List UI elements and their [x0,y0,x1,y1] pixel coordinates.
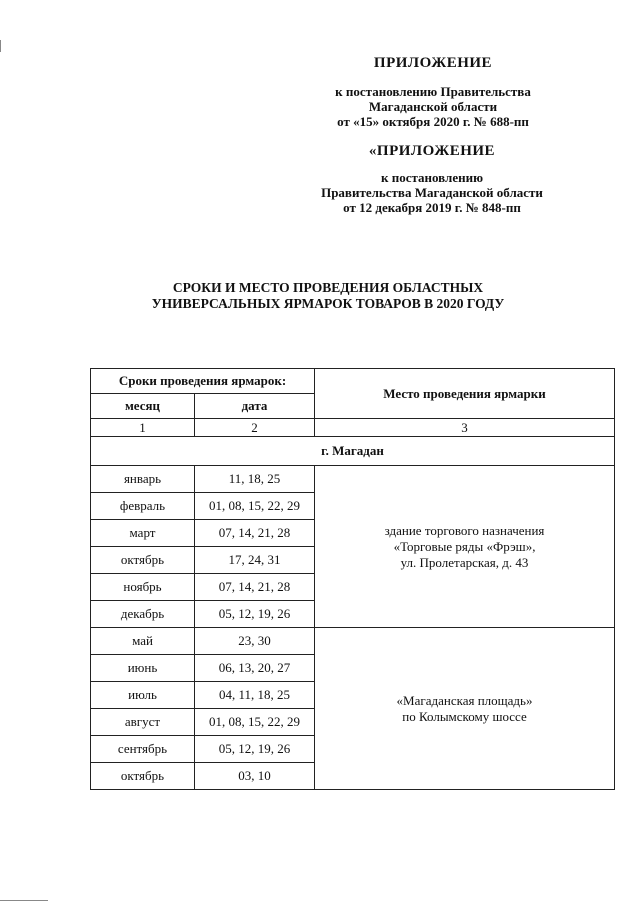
fair-schedule-table [90,368,615,790]
month-cell: октябрь [91,763,195,790]
header-month: месяц [91,394,195,419]
dates-cell: 05, 12, 19, 26 [195,601,315,628]
venue-line: по Колымскому шоссе [402,708,527,724]
dates-cell: 06, 13, 20, 27 [195,655,315,682]
table-row [91,466,615,493]
annex-heading: ПРИЛОЖЕНИЕ [373,55,493,71]
dates-cell: 03, 10 [195,763,315,790]
annex-line: к постановлению [380,170,484,185]
dates-cell: 01, 08, 15, 22, 29 [195,709,315,736]
dates-cell: 17, 24, 31 [195,547,315,574]
annex-heading: «ПРИЛОЖЕНИЕ [368,143,496,159]
dates-cell: 05, 12, 19, 26 [195,736,315,763]
dates-cell: 04, 11, 18, 25 [195,682,315,709]
annex-line: Правительства Магаданской области [321,185,543,200]
annex-block-previous [282,143,582,215]
dates-cell: 07, 14, 21, 28 [195,574,315,601]
title-line: УНИВЕРСАЛЬНЫХ ЯРМАРОК ТОВАРОВ В 2020 ГОДУ [151,296,505,311]
column-number: 1 [91,419,195,437]
venue-line: «Магаданская площадь» [396,692,533,708]
venue-line: ул. Пролетарская, д. 43 [400,554,529,570]
month-cell: июнь [91,655,195,682]
document-title [80,280,576,312]
dates-cell: 01, 08, 15, 22, 29 [195,493,315,520]
month-cell: май [91,628,195,655]
dates-cell: 23, 30 [195,628,315,655]
month-cell: март [91,520,195,547]
month-cell: декабрь [91,601,195,628]
title-line: СРОКИ И МЕСТО ПРОВЕДЕНИЯ ОБЛАСТНЫХ [172,280,484,295]
annex-line: Магаданской области [368,99,498,114]
annex-line: к постановлению Правительства [335,84,531,99]
annex-line: от 12 декабря 2019 г. № 848-пп [343,200,521,215]
scan-mark-bottom [0,900,48,901]
dates-cell: 07, 14, 21, 28 [195,520,315,547]
table-row [91,628,615,655]
month-cell: февраль [91,493,195,520]
annex-block-current [290,55,576,129]
month-cell: август [91,709,195,736]
month-cell: январь [91,466,195,493]
venue-cell [315,466,615,628]
month-cell: сентябрь [91,736,195,763]
header-place: Место проведения ярмарки [315,369,615,419]
scan-mark-left [0,40,1,52]
column-number: 2 [195,419,315,437]
city-row: г. Магадан [91,437,615,466]
month-cell: октябрь [91,547,195,574]
dates-cell: 11, 18, 25 [195,466,315,493]
month-cell: ноябрь [91,574,195,601]
column-number: 3 [315,419,615,437]
venue-line: здание торгового назначения [384,522,545,538]
venue-cell [315,628,615,790]
annex-line: от «15» октября 2020 г. № 688-пп [337,114,529,129]
header-terms: Сроки проведения ярмарок: [91,369,315,394]
month-cell: июль [91,682,195,709]
header-date: дата [195,394,315,419]
venue-line: «Торговые ряды «Фрэш», [393,538,536,554]
